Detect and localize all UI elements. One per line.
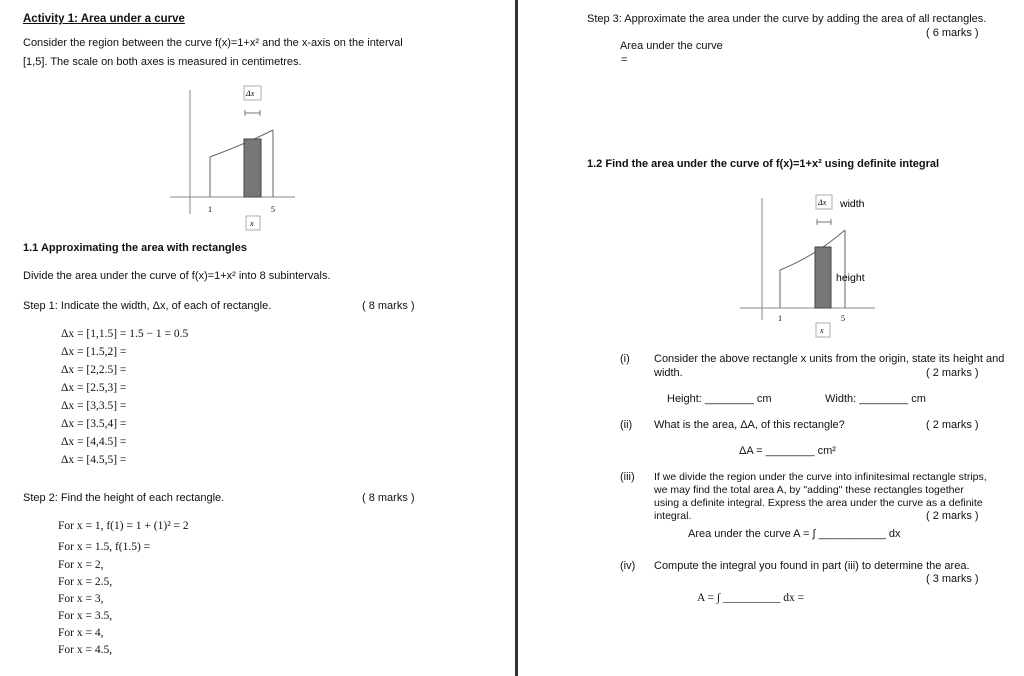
curve (780, 230, 845, 270)
height-row: For x = 1, f(1) = 1 + (1)² = 2 (58, 520, 189, 532)
width-row: Δx = [4.5,5] = (61, 454, 127, 466)
q1-height-answer: Height: ________ cm (667, 393, 772, 405)
section-1-1-title: 1.1 Approximating the area with rectangles (23, 242, 247, 254)
q1-number: (i) (620, 353, 630, 365)
height-label: height (836, 272, 865, 284)
height-row: For x = 3, (58, 593, 104, 605)
q4-text: Compute the integral you found in part (iii) to determine the area. (654, 560, 970, 572)
q4-answer: A = ∫ __________ dx = (697, 592, 805, 604)
section-1-2-title: 1.2 Find the area under the curve of f(x)=1+x² using definite integral (587, 158, 940, 170)
q3-line1: If we divide the region under the curve into infinitesimal rectangle strips, (654, 471, 987, 483)
height-row: For x = 2, (58, 559, 104, 571)
step3-text: Step 3: Approximate the area under the curve by adding the area of all rectangles. (587, 13, 987, 25)
page-divider (515, 0, 518, 676)
tick-1: 1 (208, 205, 212, 214)
area-under-curve-label: Area under the curve (620, 40, 723, 52)
intro-line-2: [1,5]. The scale on both axes is measured in centimetres. (23, 56, 302, 68)
q2-marks: ( 2 marks ) (926, 419, 979, 431)
graph-approximation (160, 82, 300, 232)
q2-text: What is the area, ΔA, of this rectangle? (654, 419, 845, 431)
q1-width-answer: Width: ________ cm (825, 393, 926, 405)
q1-marks: ( 2 marks ) (926, 367, 979, 379)
divide-text: Divide the area under the curve of f(x)=1+x² into 8 subintervals. (23, 270, 331, 282)
step2-text: Step 2: Find the height of each rectangle. (23, 492, 225, 504)
height-row: For x = 3.5, (58, 610, 113, 622)
tick-1: 1 (778, 314, 782, 323)
step1-text: Step 1: Indicate the width, Δx, of each of rectangle. (23, 300, 272, 312)
height-row: For x = 4.5, (58, 644, 113, 656)
height-row: For x = 4, (58, 627, 104, 639)
height-row: For x = 1.5, f(1.5) = (58, 541, 151, 553)
width-row: Δx = [2,2.5] = (61, 364, 127, 376)
tick-5: 5 (271, 205, 275, 214)
width-row: Δx = [1.5,2] = (61, 346, 127, 358)
q1-line1: Consider the above rectangle x units from the origin, state its height and (654, 353, 1005, 365)
x-label: x (250, 219, 254, 228)
width-row: Δx = [4,4.5] = (61, 436, 127, 448)
width-row: Δx = [3,3.5] = (61, 400, 127, 412)
q3-number: (iii) (620, 471, 635, 483)
x-label: x (820, 326, 824, 335)
q3-answer: Area under the curve A = ∫ ___________ dx (688, 528, 901, 540)
q3-marks: ( 2 marks ) (926, 510, 979, 522)
q3-line4: integral. (654, 510, 692, 522)
sample-rectangle (815, 247, 831, 308)
sample-rectangle (244, 139, 261, 197)
delta-x-label: Δx (818, 198, 827, 207)
tick-5: 5 (841, 314, 845, 323)
width-row: Δx = [1,1.5] = 1.5 − 1 = 0.5 (61, 328, 189, 340)
q1-line2: width. (654, 367, 683, 379)
graph-integral (735, 190, 885, 345)
q4-number: (iv) (620, 560, 636, 572)
step2-marks: ( 8 marks ) (362, 492, 415, 504)
q3-line3: using a definite integral. Express the area under the curve as a definite (654, 497, 983, 509)
width-row: Δx = [2.5,3] = (61, 382, 127, 394)
q2-number: (ii) (620, 419, 633, 431)
q4-marks: ( 3 marks ) (926, 573, 979, 585)
curve (210, 130, 273, 157)
step3-marks: ( 6 marks ) (926, 27, 979, 39)
height-row: For x = 2.5, (58, 576, 113, 588)
width-row: Δx = [3.5,4] = (61, 418, 127, 430)
width-label: width (840, 198, 865, 210)
intro-line-1: Consider the region between the curve f(x)=1+x² and the x-axis on the interval (23, 37, 403, 49)
activity-title: Activity 1: Area under a curve (23, 13, 185, 25)
q3-line2: we may find the total area A, by "adding" these rectangles together (654, 484, 964, 496)
area-equals: = (621, 54, 628, 66)
q2-answer: ΔA = ________ cm² (739, 445, 836, 457)
step1-marks: ( 8 marks ) (362, 300, 415, 312)
delta-x-label: Δx (246, 89, 255, 98)
